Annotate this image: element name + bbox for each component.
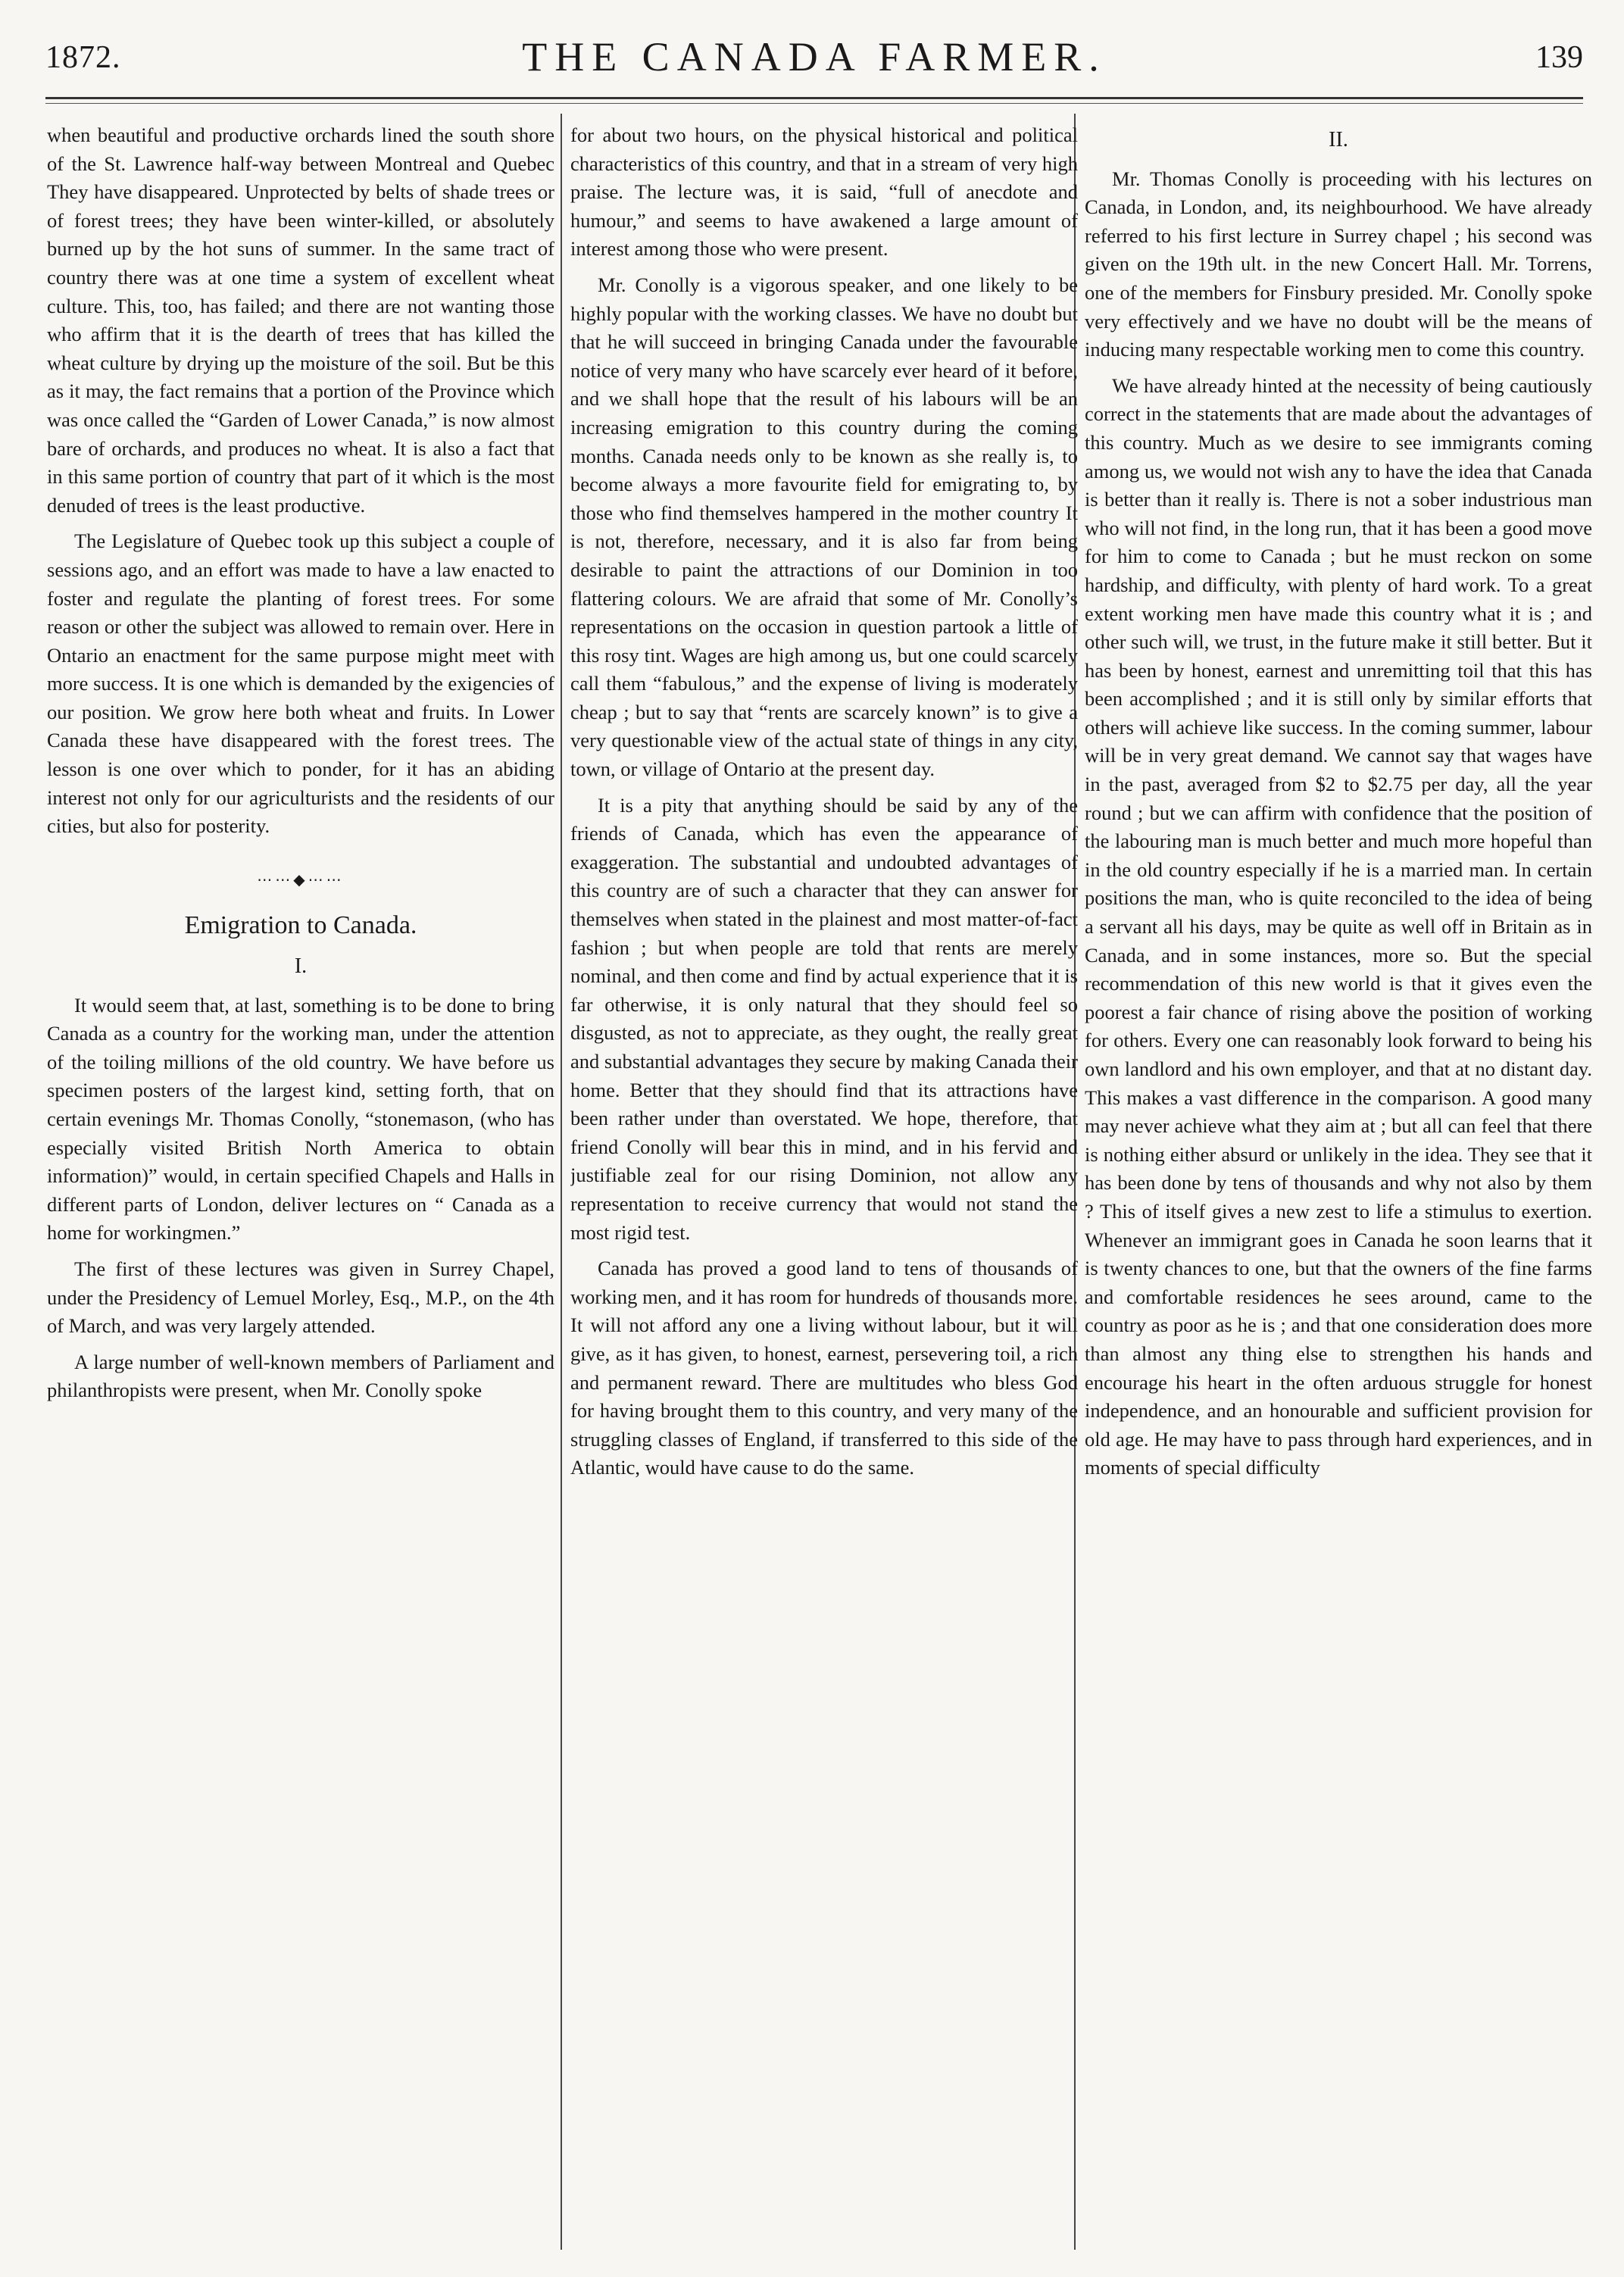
paragraph: for about two hours, on the physical historical and political characteristics of this country, and that in a stream of very high praise. The lecture was, it is said, “full of anecdote and humour,” and seems to have awakened a large amount of interest among those who were present. <box>570 123 1078 261</box>
paragraph: It is a pity that anything should be said by any of the friends of Canada, which has even the appearance of exaggeration. The substantial and undoubted advantages of this country are of such a character that they can answer for themselves when stated in the plainest and most matter-of-fact fashion ; but when people are told that rents are merely nominal, and then come and find by actual experience that it is far otherwise, it is only natural that they should feel so disgusted, as not to appreciate, as they ought, the really great and substantial advantages they secure by making Canada their home. Better that they should find that its attractions have been rather under than overstated. We hope, therefore, that friend Conolly will bear this in mind, and in his fervid and justifiable zeal for our rising Dominion, not allow any representation to receive currency that would not stand the most rigid test. <box>570 793 1078 1244</box>
paragraph: The first of these lectures was given in Surrey Chapel, under the Presidency of Lemuel Morley, Esq., M.P., on the 4th of March, and was very largely attended. <box>47 1257 554 1338</box>
masthead <box>45 33 1583 86</box>
paragraph: A large number of well-known members of Parliament and philanthropists were present, when Mr. Conolly spoke <box>47 1350 554 1402</box>
year: 1872. <box>45 40 121 75</box>
column-2 <box>570 121 1078 2242</box>
paragraph: Canada has proved a good land to tens of thousands of working men, and it has room for hundreds of thousands more. It will not afford any one a living without labour, but it will give, as it has given, to honest, earnest, persevering toil, a rich and permanent reward. There are multitudes who bless God for having brought them to this country, and very many of the struggling classes of England, if transferred to this side of the Atlantic, would have cause to do the same. <box>570 1257 1078 1479</box>
header-rule-thin <box>45 103 1583 104</box>
section-number: II. <box>1329 128 1348 151</box>
column-divider <box>561 114 562 2250</box>
paragraph: when beautiful and productive orchards lined the south shore of the St. Lawrence half-way between Montreal and Quebec They have disappeared. Unprotected by belts of shade trees or of forest trees; they have been winter-killed, or absolutely burned up by the hot suns of summer. In the same tract of country there was at one time a system of excellent wheat culture. This, too, has failed; and there are not wanting those who affirm that it is the dearth of trees that has killed the wheat culture by drying up the moisture of the soil. But be this as it may, the fact remains that a portion of the Province which was once called the “Garden of Lower Canada,” is now almost bare of orchards, and produces no wheat. It is also a fact that in this same portion of country that part of it which is the most denuded of trees is the least productive. <box>47 123 554 517</box>
column-1 <box>47 121 554 2242</box>
paragraph: We have already hinted at the necessity of being cautiously correct in the statements that are made about the advantages of this country. Much as we desire to see immigrants coming among us, we would not wish any to have the idea that Canada is better than it really is. There is not a sober industrious man who will not find, in the long run, that it has been a good move for him to come to Canada ; but he must reckon on some hardship, and difficulty, with plenty of hard work. To a great extent working men have made this country what it is ; and other such will, we trust, in the future make it still better. But it has been by honest, earnest and unremitting toil that this has been accomplished ; and it is still only by similar efforts that others will achieve like success. In the coming summer, labour will be in very great demand. We cannot say that wages have in the past, averaged from $2 to $2.75 per day, all the year round ; but we can affirm with confidence that the position of the labouring man is much better and much more hopeful than in the old country especially if he is a married man. In certain positions the man, who is quite reconciled to the idea of being a servant all his days, may be quite as well off in Britain as in Canada, and in some instances, more so. But the special recommendation of this new world is that it gives even the poorest a fair chance of rising above the position of working for others. Every one can reasonably look forward to being his own landlord and his own employer, and that at no distant day. This makes a vast difference in the comparison. A good many may never achieve what they aim at ; but all can feel that there is nothing either absurd or unlikely in the idea. They see that it has been done by tens of thousands and why not also by them ? This of itself gives a new zest to life a stimulus to exertion. Whenever an immigrant goes in Canada he soon learns that it is twenty chances to one, but that the owners of the fine farms and comfortable residences he sees around, came to the country as poor as he is ; and that one consideration does more than almost any thing else to strengthen his hands and encourage his heart in the often arduous struggle for honest independence, and an honourable and sufficient provision for old age. He may have to pass through hard experiences, and in moments of special difficulty <box>1085 373 1592 1479</box>
article-heading: Emigration to Canada. <box>184 911 417 940</box>
paragraph: The Legislature of Quebec took up this subject a couple of sessions ago, and an effort was made to have a law enacted to foster and regulate the planting of forest trees. For some reason or other the subject was allowed to remain over. Here in Ontario an enactment for the same purpose might meet with more success. It is one which is demanded by the exigencies of our position. We grow here both wheat and fruits. In Lower Canada these have disappeared with the forest trees. The lesson is one over which to ponder, for it has an abiding interest not only for our agriculturists and the residents of our cities, but also for posterity. <box>47 529 554 838</box>
section-ornament: ⋯⋯◆⋯⋯ <box>257 871 345 889</box>
paragraph: Mr. Conolly is a vigorous speaker, and one likely to be highly popular with the working classes. We have no doubt but that he will succeed in bringing Canada under the favourable notice of very many who have scarcely ever heard of it before, and we shall hope that the result of his labours will be an increasing emigration to this country during the coming months. Canada needs only to be known as she really is, to become always a more favourite field for emigrating to, by those who find themselves hampered in the mother country It is not, therefore, necessary, and it is also far from being desirable to paint the attractions of our Dominion in too flattering colours. We are afraid that some of Mr. Conolly’s representations on the occasion in question partook a little of this rosy tint. Wages are high among us, but one could scarcely call them “fabulous,” and the expense of living is moderately cheap ; but to say that “rents are scarcely known” is to give a very questionable view of the actual state of things in any city, town, or village of Ontario at the present day. <box>570 273 1078 781</box>
page-number: 139 <box>1535 40 1583 75</box>
column-3 <box>1085 121 1592 2242</box>
header-rule <box>45 97 1583 99</box>
paragraph: It would seem that, at last, something is to be done to bring Canada as a country for the working man, under the attention of the toiling millions of the old country. We have before us specimen posters of the largest kind, setting forth, that on certain evenings Mr. Thomas Conolly, “stonemason, (who has especially visited British North America to obtain information)” would, in certain specified Chapels and Halls in different parts of London, deliver lectures on “ Canada as a home for workingmen.” <box>47 993 554 1245</box>
paragraph: Mr. Thomas Conolly is proceeding with his lectures on Canada, in London, and, its neighbourhood. We have already referred to his first lecture in Surrey chapel ; his second was given on the 19th ult. in the new Concert Hall. Mr. Torrens, one of the members for Finsbury presided. Mr. Conolly spoke very effectively and we have no doubt will be the means of inducing many respectable working men to come this country. <box>1085 167 1592 361</box>
section-number: I. <box>294 954 308 979</box>
newspaper-title: THE CANADA FARMER. <box>522 34 1107 80</box>
